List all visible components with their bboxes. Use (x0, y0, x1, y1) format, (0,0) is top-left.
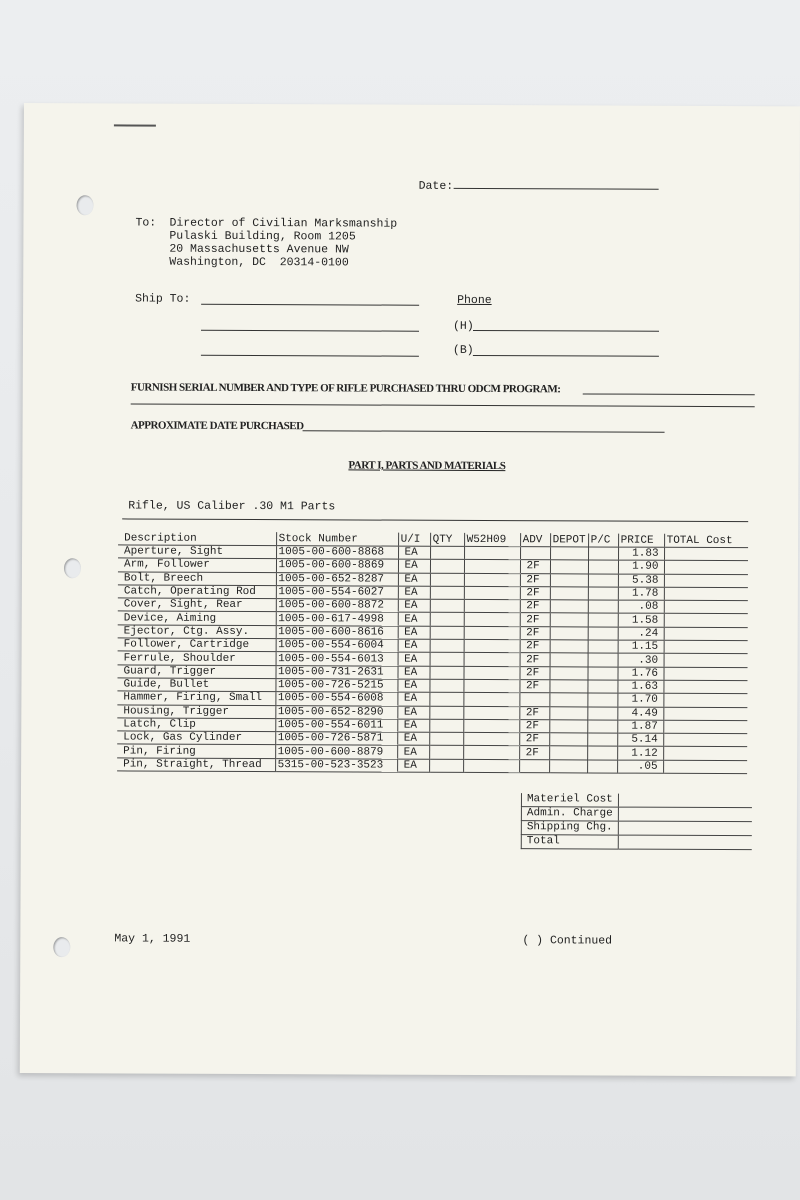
cell-depot (549, 666, 587, 679)
date-label: Date: (418, 179, 454, 193)
cell-stock-number: 1005-00-600-8872 (276, 599, 398, 613)
cell-price: 1.70 (617, 693, 663, 706)
table-row (117, 758, 747, 774)
cell-depot (549, 720, 587, 733)
cell-total-cost[interactable] (664, 627, 748, 641)
cell-description: Bolt, Breech (118, 572, 276, 586)
cell-description: Pin, Firing (117, 744, 275, 758)
cell-price: 1.58 (618, 614, 664, 627)
cell-adv (519, 693, 549, 706)
cell-depot (550, 613, 588, 626)
cell-qty[interactable] (429, 693, 463, 706)
cell-depot (550, 653, 588, 666)
phone-b-label: (B) (452, 343, 474, 357)
cell-depot (549, 746, 587, 759)
cell-price: 1.76 (618, 667, 664, 680)
cell-adv: 2F (520, 613, 550, 626)
summary-value-field[interactable] (618, 821, 752, 836)
cell-w52h09 (464, 586, 520, 600)
cell-description: Guide, Bullet (117, 678, 275, 692)
approx-date-field[interactable] (303, 430, 665, 433)
cell-adv: 2F (519, 666, 549, 679)
cell-ui: EA (398, 613, 430, 626)
summary-value-field[interactable] (618, 794, 752, 808)
cell-description: Guard, Trigger (117, 665, 275, 679)
cell-description: Latch, Clip (117, 718, 275, 732)
furnish-serial-label: FURNISH SERIAL NUMBER AND TYPE OF RIFLE PURCHASED THRU ODCM PROGRAM: (130, 381, 561, 396)
header-total-cost: TOTAL Cost (664, 534, 748, 548)
cell-w52h09 (464, 600, 520, 614)
cell-pc (587, 746, 617, 759)
summary-row (521, 807, 752, 822)
punch-hole-top (77, 195, 94, 215)
cell-pc (587, 760, 617, 773)
furnish-serial-field[interactable] (583, 393, 755, 395)
cell-ui: EA (398, 599, 430, 612)
cell-adv: 2F (520, 626, 550, 639)
summary-row (521, 835, 752, 850)
cell-stock-number: 1005-00-600-8879 (275, 745, 397, 759)
footer-date: May 1, 1991 (114, 932, 191, 946)
cell-stock-number: 1005-00-600-8868 (276, 546, 398, 560)
cell-qty[interactable] (430, 613, 464, 626)
cell-description: Ferrule, Shoulder (118, 651, 276, 665)
ship-to-label: Ship To: (135, 292, 191, 306)
summary-label: Admin. Charge (521, 807, 618, 821)
cell-ui: EA (397, 679, 429, 692)
cell-ui: EA (397, 732, 429, 745)
cell-total-cost[interactable] (663, 733, 747, 747)
cell-pc (588, 560, 618, 573)
cell-ui: EA (397, 746, 429, 759)
cell-w52h09 (464, 626, 520, 640)
cell-pc (588, 574, 618, 587)
cell-total-cost[interactable] (664, 640, 748, 654)
date-field[interactable] (454, 188, 659, 190)
cell-adv (520, 547, 550, 560)
cell-description: Catch, Operating Rod (118, 585, 276, 599)
header-price: PRICE (618, 534, 664, 548)
cell-description: Aperture, Sight (118, 545, 276, 559)
furnish-serial-field-2[interactable] (131, 403, 755, 407)
summary-label: Materiel Cost (521, 793, 618, 807)
ship-to-line-1[interactable] (201, 304, 419, 306)
summary-label: Shipping Chg. (521, 821, 618, 835)
summary-row (521, 793, 752, 808)
part-heading: PART I, PARTS AND MATERIALS (348, 459, 506, 473)
cell-qty[interactable] (430, 653, 464, 666)
header-stock-number: Stock Number (276, 532, 398, 546)
cell-ui: EA (398, 639, 430, 652)
cell-price: 5.38 (618, 574, 664, 587)
cell-stock-number: 1005-00-600-8869 (276, 559, 398, 573)
cell-adv: 2F (519, 680, 549, 693)
cell-total-cost[interactable] (663, 680, 747, 694)
cell-depot (550, 600, 588, 613)
cell-w52h09 (464, 653, 520, 667)
cell-stock-number: 1005-00-554-6004 (276, 639, 398, 653)
cell-depot (550, 573, 588, 586)
cell-qty[interactable] (430, 626, 464, 639)
cell-price: 1.90 (618, 560, 664, 573)
header-qty: QTY (430, 533, 464, 547)
cell-ui: EA (397, 706, 429, 719)
cell-adv: 2F (520, 600, 550, 613)
cell-qty[interactable] (430, 546, 464, 559)
cell-w52h09 (464, 613, 520, 627)
address-line-3: 20 Massachusetts Avenue NW (169, 242, 349, 257)
cell-pc (588, 600, 618, 613)
phone-b-field[interactable] (473, 355, 659, 357)
cell-total-cost[interactable] (664, 561, 748, 575)
cell-description: Follower, Cartridge (118, 638, 276, 652)
cell-pc (587, 707, 617, 720)
cell-w52h09 (464, 560, 520, 574)
cell-w52h09 (463, 733, 519, 747)
header-w52h09: W52H09 (464, 533, 520, 547)
address-line-2: Pulaski Building, Room 1205 (169, 229, 356, 244)
cell-ui: EA (397, 719, 429, 732)
cell-description: Arm, Follower (118, 558, 276, 572)
phone-h-label: (H) (453, 319, 474, 333)
cell-ui: EA (398, 573, 430, 586)
ship-to-line-2[interactable] (201, 330, 419, 332)
order-form-page (20, 103, 800, 1076)
cell-description: Ejector, Ctg. Assy. (118, 625, 276, 639)
cell-adv: 2F (520, 587, 550, 600)
cell-pc (587, 720, 617, 733)
cell-stock-number: 5315-00-523-3523 (275, 758, 397, 772)
cell-description: Lock, Gas Cylinder (117, 731, 275, 745)
cell-stock-number: 1005-00-726-5871 (275, 732, 397, 746)
cell-adv: 2F (519, 706, 549, 719)
header-ui: U/I (398, 533, 430, 547)
section-title: Rifle, US Caliber .30 M1 Parts (128, 499, 336, 514)
cell-pc (588, 547, 618, 560)
summary-value-field[interactable] (618, 807, 752, 822)
cell-w52h09 (463, 706, 519, 720)
header-adv: ADV (520, 533, 550, 547)
cell-qty[interactable] (429, 679, 463, 692)
cell-pc (587, 693, 617, 706)
phone-h-field[interactable] (473, 330, 659, 332)
punch-hole-middle (64, 558, 81, 578)
cell-adv: 2F (520, 640, 550, 653)
cell-total-cost[interactable] (664, 667, 748, 681)
cell-total-cost[interactable] (663, 707, 747, 721)
cell-total-cost[interactable] (664, 574, 748, 588)
cell-total-cost[interactable] (663, 760, 747, 774)
cell-stock-number: 1005-00-617-4998 (276, 612, 398, 626)
cell-adv: 2F (520, 560, 550, 573)
cell-qty[interactable] (430, 586, 464, 599)
cell-total-cost[interactable] (663, 747, 747, 761)
cell-qty[interactable] (429, 732, 463, 745)
cell-price: .30 (618, 653, 664, 666)
cell-total-cost[interactable] (664, 547, 748, 561)
cell-stock-number: 1005-00-554-6011 (275, 718, 397, 732)
cell-qty[interactable] (429, 759, 463, 772)
cell-total-cost[interactable] (664, 587, 748, 601)
cell-pc (588, 640, 618, 653)
cell-adv (519, 759, 549, 772)
address-line-1: Director of Civilian Marksmanship (169, 216, 398, 231)
cell-w52h09 (464, 640, 520, 654)
cell-ui: EA (397, 759, 429, 772)
cell-depot (549, 733, 587, 746)
cell-ui: EA (398, 559, 430, 572)
cell-qty[interactable] (429, 719, 463, 732)
cell-depot (549, 706, 587, 719)
cell-adv: 2F (519, 733, 549, 746)
summary-value-field[interactable] (618, 835, 752, 850)
cell-w52h09 (464, 546, 520, 560)
cell-price: 5.14 (617, 733, 663, 746)
cell-price: .08 (618, 600, 664, 613)
address-line-4: Washington, DC 20314-0100 (169, 255, 349, 270)
cell-price: 1.83 (618, 547, 664, 560)
cell-adv: 2F (520, 573, 550, 586)
cell-price: .24 (618, 627, 664, 640)
cell-qty[interactable] (429, 666, 463, 679)
summary-label: Total (521, 835, 618, 849)
cell-ui: EA (398, 586, 430, 599)
cell-description: Housing, Trigger (117, 704, 275, 718)
cell-description: Hammer, Firing, Small (117, 691, 275, 705)
cell-depot (549, 693, 587, 706)
cell-adv: 2F (519, 720, 549, 733)
cell-depot (550, 627, 588, 640)
cell-total-cost[interactable] (663, 720, 747, 734)
cell-w52h09 (464, 573, 520, 587)
cell-qty[interactable] (430, 639, 464, 652)
cell-price: 4.49 (617, 707, 663, 720)
cell-qty[interactable] (429, 746, 463, 759)
to-label: To: (135, 216, 157, 230)
cell-pc (588, 653, 618, 666)
cell-adv: 2F (520, 653, 550, 666)
cell-qty[interactable] (430, 573, 464, 586)
cell-stock-number: 1005-00-554-6008 (275, 692, 397, 706)
header-description: Description (118, 531, 276, 545)
cell-price: .05 (617, 760, 663, 773)
phone-label: Phone (457, 293, 492, 308)
cell-price: 1.87 (617, 720, 663, 733)
cell-depot (549, 680, 587, 693)
cell-depot (550, 560, 588, 573)
cell-depot (550, 587, 588, 600)
cell-total-cost[interactable] (664, 600, 748, 614)
cell-stock-number: 1005-00-554-6013 (276, 652, 398, 666)
cell-price: 1.12 (617, 747, 663, 760)
cell-ui: EA (397, 666, 429, 679)
cell-description: Pin, Straight, Thread (117, 758, 275, 772)
continued-checkbox[interactable]: ( ) Continued (522, 934, 613, 948)
cell-w52h09 (463, 719, 519, 733)
cell-total-cost[interactable] (663, 694, 747, 708)
punch-hole-bottom (53, 937, 70, 957)
cell-qty[interactable] (430, 560, 464, 573)
ship-to-line-3[interactable] (201, 355, 419, 357)
cell-ui: EA (398, 653, 430, 666)
cell-ui: EA (397, 692, 429, 705)
cell-description: Device, Aiming (118, 611, 276, 625)
top-dash-mark (114, 124, 156, 126)
cell-depot (550, 547, 588, 560)
cell-pc (588, 587, 618, 600)
cell-stock-number: 1005-00-600-8616 (276, 625, 398, 639)
cell-ui: EA (398, 626, 430, 639)
approx-date-label: APPROXIMATE DATE PURCHASED (130, 419, 304, 433)
cell-ui: EA (398, 546, 430, 559)
cell-pc (588, 667, 618, 680)
cell-price: 1.63 (617, 680, 663, 693)
table-top-rule (122, 518, 748, 522)
cell-w52h09 (463, 679, 519, 693)
cell-price: 1.78 (618, 587, 664, 600)
header-depot: DEPOT (550, 533, 588, 547)
cell-pc (588, 627, 618, 640)
cell-price: 1.15 (618, 640, 664, 653)
cell-qty[interactable] (429, 706, 463, 719)
cell-total-cost[interactable] (664, 614, 748, 628)
summary-row (521, 821, 752, 836)
cell-description: Cover, Sight, Rear (118, 598, 276, 612)
cell-pc (587, 680, 617, 693)
cell-w52h09 (463, 746, 519, 760)
cell-stock-number: 1005-00-726-5215 (275, 679, 397, 693)
header-pc: P/C (588, 533, 618, 547)
cell-pc (588, 613, 618, 626)
cell-total-cost[interactable] (664, 654, 748, 668)
cell-w52h09 (463, 666, 519, 680)
cell-adv: 2F (519, 746, 549, 759)
cell-pc (587, 733, 617, 746)
cell-stock-number: 1005-00-731-2631 (275, 665, 397, 679)
cell-depot (550, 640, 588, 653)
parts-table (117, 531, 748, 774)
cost-summary-table (521, 793, 753, 850)
cell-stock-number: 1005-00-652-8287 (276, 572, 398, 586)
cell-w52h09 (463, 759, 519, 773)
cell-stock-number: 1005-00-554-6027 (276, 585, 398, 599)
cell-w52h09 (463, 693, 519, 707)
cell-depot (549, 760, 587, 773)
cell-stock-number: 1005-00-652-8290 (275, 705, 397, 719)
cell-qty[interactable] (430, 599, 464, 612)
